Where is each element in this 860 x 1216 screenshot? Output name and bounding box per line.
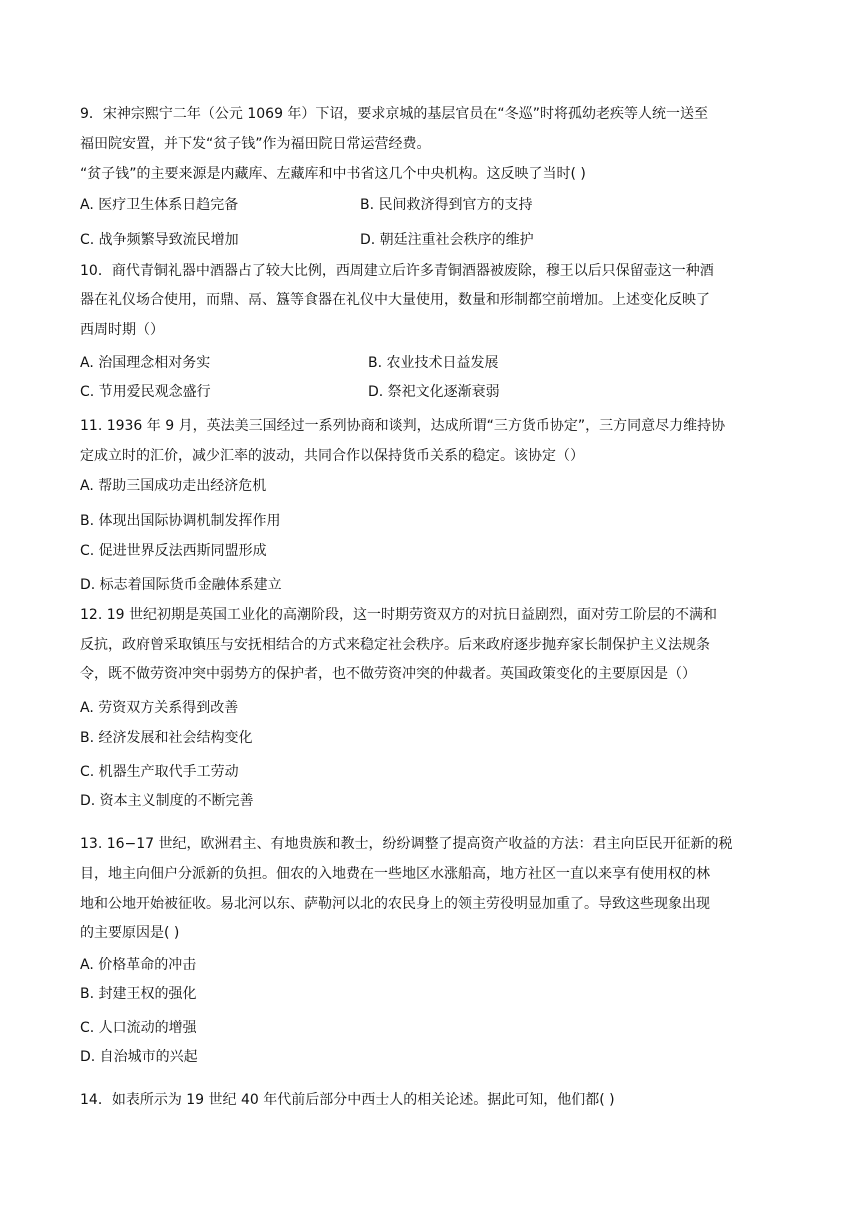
question-9-line-3: “贫子钱”的主要来源是内藏库、左藏库和中书省这几个中央机构。这反映了当时( ) — [80, 166, 586, 182]
question-14-line-1: 14．如表所示为 19 世纪 40 年代前后部分中西士人的相关论述。据此可知，他们都( ) — [80, 1092, 615, 1108]
question-10-line-2: 器在礼仪场合使用，而鼎、鬲、簋等食器在礼仪中大量使用，数量和形制都空前增加。上述变化反映了 — [80, 292, 710, 308]
question-10-option-a[interactable]: A. 治国理念相对务实 — [80, 355, 211, 371]
question-11-line-2: 定成立时的汇价，减少汇率的波动，共同合作以保持货币关系的稳定。该协定（） — [80, 448, 584, 464]
question-11-line-1: 11. 1936 年 9 月，英法美三国经过一系列协商和谈判，达成所谓“三方货币协定”，三方同意尽力维持协 — [80, 418, 726, 434]
question-12-option-c[interactable]: C. 机器生产取代手工劳动 — [80, 764, 239, 780]
question-12-option-d[interactable]: D. 资本主义制度的不断完善 — [80, 793, 254, 809]
question-11-option-d[interactable]: D. 标志着国际货币金融体系建立 — [80, 577, 282, 593]
question-11-option-c[interactable]: C. 促进世界反法西斯同盟形成 — [80, 543, 267, 559]
question-10-line-1: 10．商代青铜礼器中酒器占了较大比例，西周建立后许多青铜酒器被废除，穆王以后只保留壶这一种酒 — [80, 263, 714, 279]
question-9-option-d[interactable]: D. 朝廷注重社会秩序的维护 — [360, 232, 534, 248]
question-11-option-a[interactable]: A. 帮助三国成功走出经济危机 — [80, 478, 267, 494]
question-10-option-c[interactable]: C. 节用爱民观念盛行 — [80, 384, 211, 400]
question-12-line-3: 令，既不做劳资冲突中弱势方的保护者，也不做劳资冲突的仲裁者。英国政策变化的主要原因是（） — [80, 666, 696, 682]
question-12-option-a[interactable]: A. 劳资双方关系得到改善 — [80, 700, 239, 716]
question-9-line-2: 福田院安置，并下发“贫子钱”作为福田院日常运营经费。 — [80, 136, 431, 152]
question-9-option-c[interactable]: C. 战争频繁导致流民增加 — [80, 232, 239, 248]
question-13-line-2: 目，地主向佃户分派新的负担。佃农的入地费在一些地区水涨船高，地方社区一直以来享有使用权的林 — [80, 866, 710, 882]
question-9-line-1: 9．宋神宗熙宁二年（公元 1069 年）下诏，要求京城的基层官员在“冬巡”时将孤幼老疾等人统一送至 — [80, 106, 708, 122]
question-13-option-d[interactable]: D. 自治城市的兴起 — [80, 1049, 198, 1065]
question-10-line-3: 西周时期（） — [80, 322, 164, 338]
question-10-option-d[interactable]: D. 祭祀文化逐渐衰弱 — [368, 384, 500, 400]
question-9-option-b[interactable]: B. 民间救济得到官方的支持 — [360, 197, 533, 213]
question-13-option-a[interactable]: A. 价格革命的冲击 — [80, 957, 197, 973]
question-12-option-b[interactable]: B. 经济发展和社会结构变化 — [80, 730, 253, 746]
question-13-option-c[interactable]: C. 人口流动的增强 — [80, 1020, 197, 1036]
question-10-option-b[interactable]: B. 农业技术日益发展 — [368, 355, 499, 371]
question-12-line-2: 反抗，政府曾采取镇压与安抚相结合的方式来稳定社会秩序。后来政府逐步抛弃家长制保护主义法规条 — [80, 637, 710, 653]
question-13-line-1: 13. 16−17 世纪，欧洲君主、有地贵族和教士，纷纷调整了提高资产收益的方法：君主向臣民开征新的税 — [80, 836, 733, 852]
question-13-line-4: 的主要原因是( ) — [80, 925, 180, 941]
question-13-line-3: 地和公地开始被征收。易北河以东、萨勒河以北的农民身上的领主劳役明显加重了。导致这些现象出现 — [80, 896, 710, 912]
question-11-option-b[interactable]: B. 体现出国际协调机制发挥作用 — [80, 513, 281, 529]
question-13-option-b[interactable]: B. 封建王权的强化 — [80, 986, 197, 1002]
question-9-option-a[interactable]: A. 医疗卫生体系日趋完备 — [80, 197, 239, 213]
question-12-line-1: 12. 19 世纪初期是英国工业化的高潮阶段，这一时期劳资双方的对抗日益剧烈，面对劳工阶层的不满和 — [80, 607, 717, 623]
